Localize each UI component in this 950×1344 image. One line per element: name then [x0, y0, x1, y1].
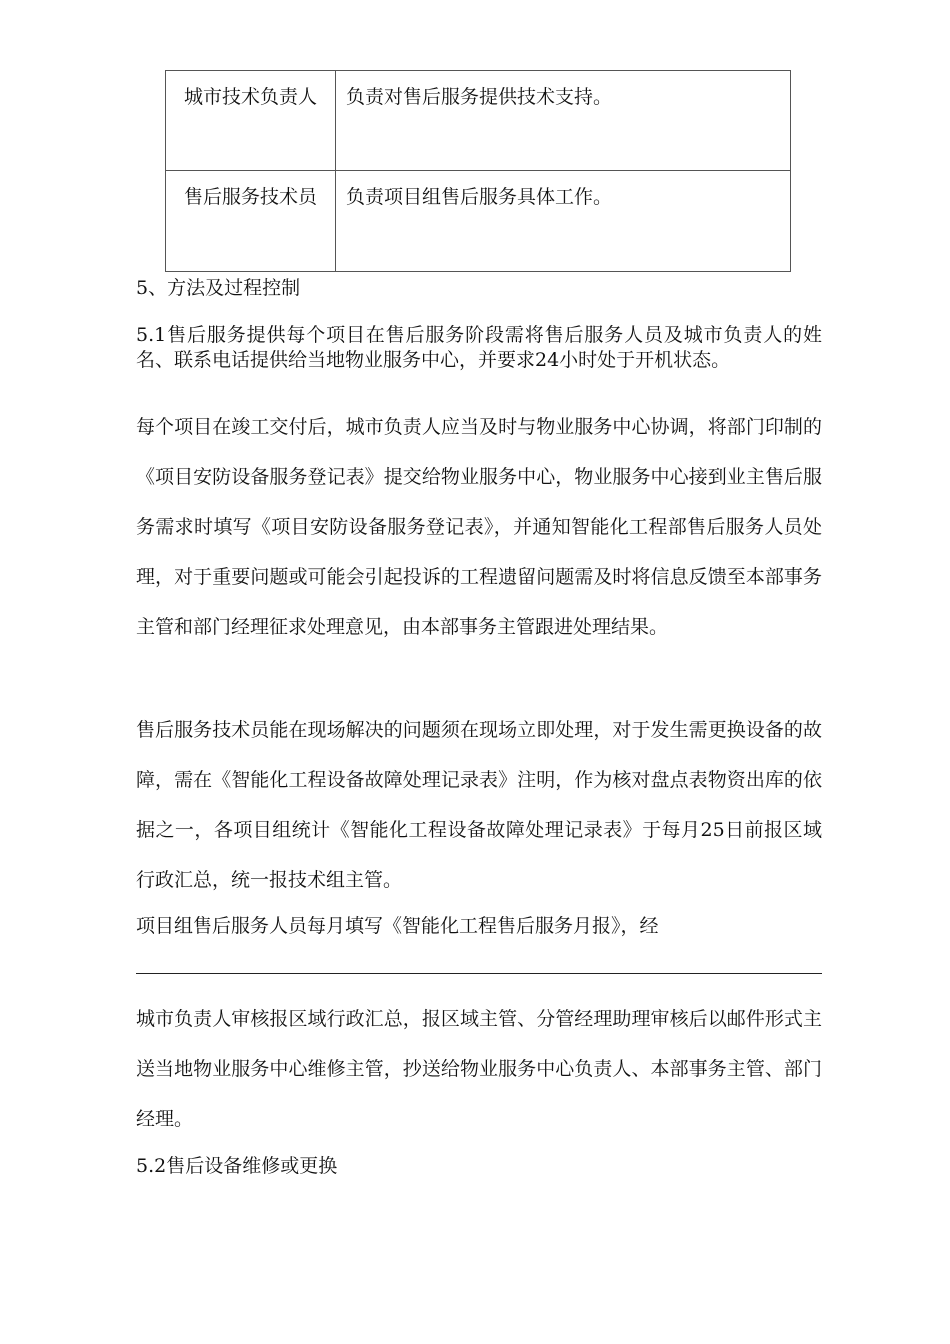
duty-cell: 负责项目组售后服务具体工作。: [336, 171, 791, 272]
paragraph-handover: 每个项目在竣工交付后，城市负责人应当及时与物业服务中心协调，将部门印制的《项目安防设备服务登记表》提交给物业服务中心，物业服务中心接到业主售后服务需求时填写《项目安防设备服务登记表》，并通知智能化工程部售后服务人员处理，对于重要问题或可能会引起投诉的工程遗留问题需及时将信息反馈至本部事务主管和部门经理征求处理意见，由本部事务主管跟进处理结果。: [136, 416, 822, 638]
duty-cell: 负责对售后服务提供技术支持。: [336, 71, 791, 171]
role-cell: 售后服务技术员: [166, 171, 336, 272]
page-break-rule: [136, 973, 822, 974]
table-row: [166, 71, 791, 171]
role-cell: 城市技术负责人: [166, 71, 336, 171]
section-heading-5-2: 5.2售后设备维修或更换: [136, 1155, 338, 1177]
section-heading-5: 5、方法及过程控制: [136, 277, 301, 299]
roles-table: [165, 70, 791, 272]
paragraph-review: 城市负责人审核报区域行政汇总，报区域主管、分管经理助理审核后以邮件形式主送当地物业服务中心维修主管，抄送给物业服务中心负责人、本部事务主管、部门经理。: [136, 1008, 822, 1130]
paragraph-onsite: 售后服务技术员能在现场解决的问题须在现场立即处理，对于发生需更换设备的故障，需在《智能化工程设备故障处理记录表》注明，作为核对盘点表物资出库的依据之一，各项目组统计《智能化工程设备故障处理记录表》于每月25日前报区域行政汇总，统一报技术组主管。: [136, 719, 822, 891]
paragraph-5-1: 5.1售后服务提供每个项目在售后服务阶段需将售后服务人员及城市负责人的姓名、联系电话提供给当地物业服务中心，并要求24小时处于开机状态。: [136, 324, 822, 371]
table-row: [166, 171, 791, 272]
paragraph-monthly-report: 项目组售后服务人员每月填写《智能化工程售后服务月报》，经: [136, 915, 659, 937]
